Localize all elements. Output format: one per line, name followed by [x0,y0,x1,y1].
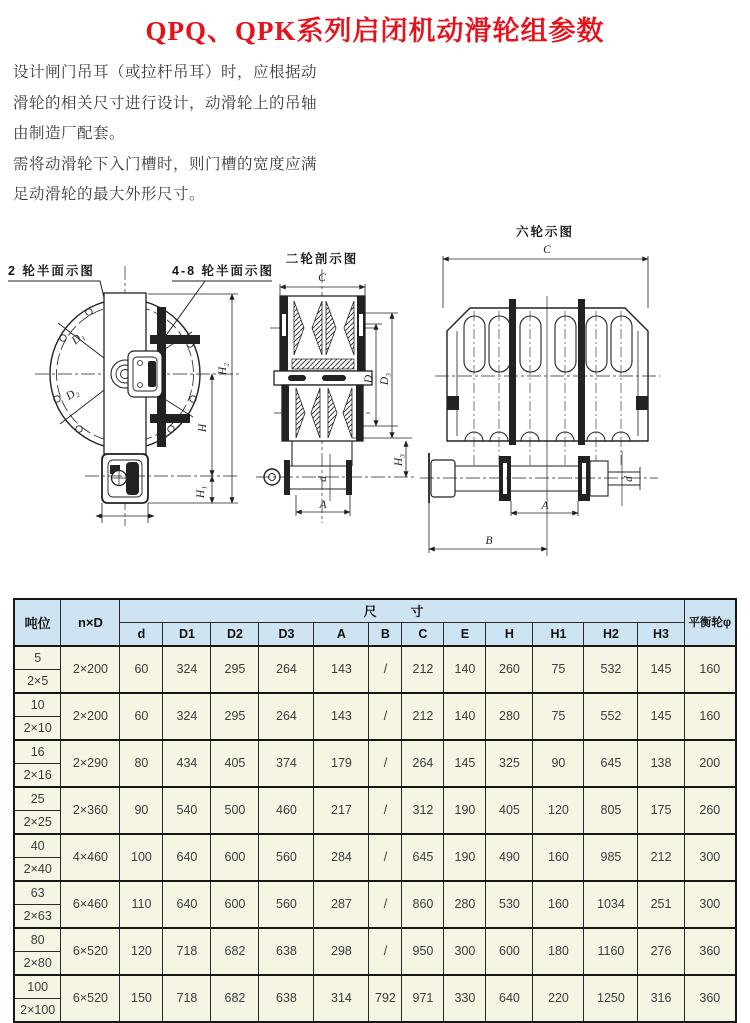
table-cell: 682 [211,928,259,975]
table-cell: / [369,928,402,975]
table-cell-nxd: 6×520 [61,975,120,1022]
table-cell: 645 [402,834,444,881]
table-cell: 220 [533,975,584,1022]
technical-diagrams [0,211,750,596]
table-cell: 718 [163,928,211,975]
table-cell: 140 [444,646,486,693]
dim-H: H [197,423,209,432]
table-cell: 600 [486,928,533,975]
dim-d-right: d [623,475,635,482]
table-cell: 260 [486,646,533,693]
table-cell-tonnage: 2×40 [14,857,61,881]
col-header-d: d [120,622,163,646]
table-cell: 140 [444,693,486,740]
table-cell: 160 [533,834,584,881]
table-cell-tonnage: 10 [14,693,61,717]
table-cell-nxd: 4×460 [61,834,120,881]
table-cell: 251 [638,881,684,928]
dim-C-mid: C [318,271,326,284]
table-cell: 805 [584,787,638,834]
col-header-balance: 平衡轮φ [684,599,736,646]
table-cell: 90 [533,740,584,787]
col-header-B: B [369,622,402,646]
table-cell-tonnage: 2×25 [14,810,61,834]
dim-H3: H₃ [393,453,405,466]
table-cell: 280 [444,881,486,928]
table-cell: 60 [120,693,163,740]
table-cell-nxd: 2×200 [61,693,120,740]
table-cell-tonnage: 2×16 [14,763,61,787]
col-header-H1: H1 [533,622,584,646]
six-wheel-diagram [420,224,660,556]
table-cell: 532 [584,646,638,693]
table-cell: 324 [163,646,211,693]
table-cell: 1034 [584,881,638,928]
intro-line: 设计闸门吊耳（或拉杆吊耳）时，应根据动 [13,64,318,81]
table-cell: 138 [638,740,684,787]
table-cell-balance: 300 [684,834,736,881]
table-cell: 500 [211,787,259,834]
table-cell: 150 [120,975,163,1022]
table-cell: 75 [533,646,584,693]
table-cell: 284 [314,834,369,881]
table-cell: 80 [120,740,163,787]
table-cell: 300 [444,928,486,975]
table-cell: 405 [211,740,259,787]
table-cell: 324 [163,693,211,740]
table-cell: 552 [584,693,638,740]
table-cell: 434 [163,740,211,787]
table-cell: / [369,693,402,740]
dim-D3: D₃ [379,372,391,385]
dim-C-right: C [543,243,551,256]
table-cell-tonnage: 63 [14,881,61,905]
table-cell: 405 [486,787,533,834]
table-cell-nxd: 6×520 [61,928,120,975]
table-cell: 985 [584,834,638,881]
table-cell: 160 [533,881,584,928]
table-cell: 143 [314,646,369,693]
table-cell: 180 [533,928,584,975]
table-cell: 212 [402,693,444,740]
table-cell: 640 [486,975,533,1022]
table-cell: 530 [486,881,533,928]
table-cell-balance: 160 [684,693,736,740]
table-cell-tonnage: 2×5 [14,669,61,693]
dim-d-mid: d [317,475,329,482]
dim-D1: D₁ [69,329,87,347]
table-cell-balance: 200 [684,740,736,787]
table-cell-balance: 260 [684,787,736,834]
col-header-A: A [314,622,369,646]
table-cell: / [369,787,402,834]
table-cell: 718 [163,975,211,1022]
table-cell: 90 [120,787,163,834]
dim-A-mid: A [319,498,327,511]
page-title: QPQ、QPK系列启闭机动滑轮组参数 [145,16,605,46]
col-header-nxd: n×D [61,599,120,646]
table-cell-nxd: 2×200 [61,646,120,693]
table-cell: 638 [259,928,314,975]
dim-D: D [363,374,375,383]
table-cell: 110 [120,881,163,928]
table-cell-tonnage: 2×100 [14,998,61,1022]
table-cell: 638 [259,975,314,1022]
table-cell: 1160 [584,928,638,975]
table-cell: 264 [259,693,314,740]
table-cell: 374 [259,740,314,787]
table-cell: 540 [163,787,211,834]
dim-H1: H₁ [195,485,207,498]
table-cell: 312 [402,787,444,834]
table-cell: 860 [402,881,444,928]
table-cell: 280 [486,693,533,740]
table-cell: 287 [314,881,369,928]
table-cell-tonnage: 2×10 [14,716,61,740]
table-cell: 217 [314,787,369,834]
dim-D2: D₂ [64,385,81,403]
col-header-H2: H2 [584,622,638,646]
table-cell: / [369,881,402,928]
col-header-H: H [486,622,533,646]
table-cell: 295 [211,693,259,740]
diagram-label-sixwheel: 六轮示图 [515,224,575,239]
table-cell: 120 [533,787,584,834]
table-cell: 143 [314,693,369,740]
table-cell: 600 [211,834,259,881]
col-header-C: C [402,622,444,646]
table-cell: / [369,834,402,881]
table-cell-nxd: 6×460 [61,881,120,928]
table-cell: 1250 [584,975,638,1022]
table-cell: 325 [486,740,533,787]
col-header-H3: H3 [638,622,684,646]
table-cell: 298 [314,928,369,975]
two-wheel-section-diagram [256,251,414,523]
col-header-tonnage: 吨位 [14,599,61,646]
intro-text [13,58,736,211]
table-cell: 264 [259,646,314,693]
table-cell: 460 [259,787,314,834]
table-cell: 330 [444,975,486,1022]
table-cell: 560 [259,834,314,881]
table-cell: 190 [444,834,486,881]
table-cell: 264 [402,740,444,787]
table-cell: 100 [120,834,163,881]
table-cell: 276 [638,928,684,975]
pulley-face-diagram [8,263,274,526]
dim-A-right: A [541,499,549,512]
dim-B: B [485,534,493,547]
table-cell-tonnage: 80 [14,928,61,952]
table-cell: 60 [120,646,163,693]
table-cell: 145 [444,740,486,787]
table-cell-balance: 360 [684,928,736,975]
intro-line: 由制造厂配套。 [13,125,126,142]
intro-line: 足动滑轮的最大外形尺寸。 [13,186,206,203]
table-cell: 971 [402,975,444,1022]
col-header-D3: D3 [259,622,314,646]
table-cell-nxd: 2×360 [61,787,120,834]
table-cell: / [369,740,402,787]
table-cell-nxd: 2×290 [61,740,120,787]
intro-line: 滑轮的相关尺寸进行设计，动滑轮上的吊轴 [13,94,318,112]
table-cell-tonnage: 100 [14,975,61,999]
table-cell: 295 [211,646,259,693]
table-cell: 120 [120,928,163,975]
dim-H2: H₂ [217,362,229,375]
intro-line: 需将动滑轮下入门槽时，则门槽的宽度应满 [13,155,318,173]
document-page [0,9,750,1017]
table-cell: 645 [584,740,638,787]
table-cell: 640 [163,834,211,881]
col-header-E: E [444,622,486,646]
table-cell-tonnage: 25 [14,787,61,811]
table-cell-tonnage: 16 [14,740,61,764]
table-cell-balance: 360 [684,975,736,1022]
table-cell: 490 [486,834,533,881]
table-cell-tonnage: 2×80 [14,951,61,975]
diagram-label-4-8wheel: 4-8 轮半面示图 [172,263,275,278]
col-header-size-group: 尺寸 [120,599,684,623]
table-cell-balance: 300 [684,881,736,928]
table-cell-balance: 160 [684,646,736,693]
col-header-D2: D2 [211,622,259,646]
diagram-label-section: 二轮剖示图 [285,251,359,266]
table-cell: 682 [211,975,259,1022]
table-cell-tonnage: 40 [14,834,61,858]
table-cell-tonnage: 2×63 [14,904,61,928]
diagram-label-2wheel: 2 轮半面示图 [8,263,95,278]
table-cell: 145 [638,646,684,693]
table-cell: 316 [638,975,684,1022]
table-cell: 640 [163,881,211,928]
table-cell: 212 [638,834,684,881]
table-cell: 145 [638,693,684,740]
table-cell-tonnage: 5 [14,646,61,670]
table-cell: 600 [211,881,259,928]
table-cell: 792 [369,975,402,1022]
table-cell: 175 [638,787,684,834]
parameters-table [13,598,737,1023]
table-cell: 560 [259,881,314,928]
table-cell: 950 [402,928,444,975]
table-cell: 75 [533,693,584,740]
table-cell: / [369,646,402,693]
table-cell: 314 [314,975,369,1022]
col-header-D1: D1 [163,622,211,646]
table-cell: 212 [402,646,444,693]
table-cell: 190 [444,787,486,834]
table-cell: 179 [314,740,369,787]
